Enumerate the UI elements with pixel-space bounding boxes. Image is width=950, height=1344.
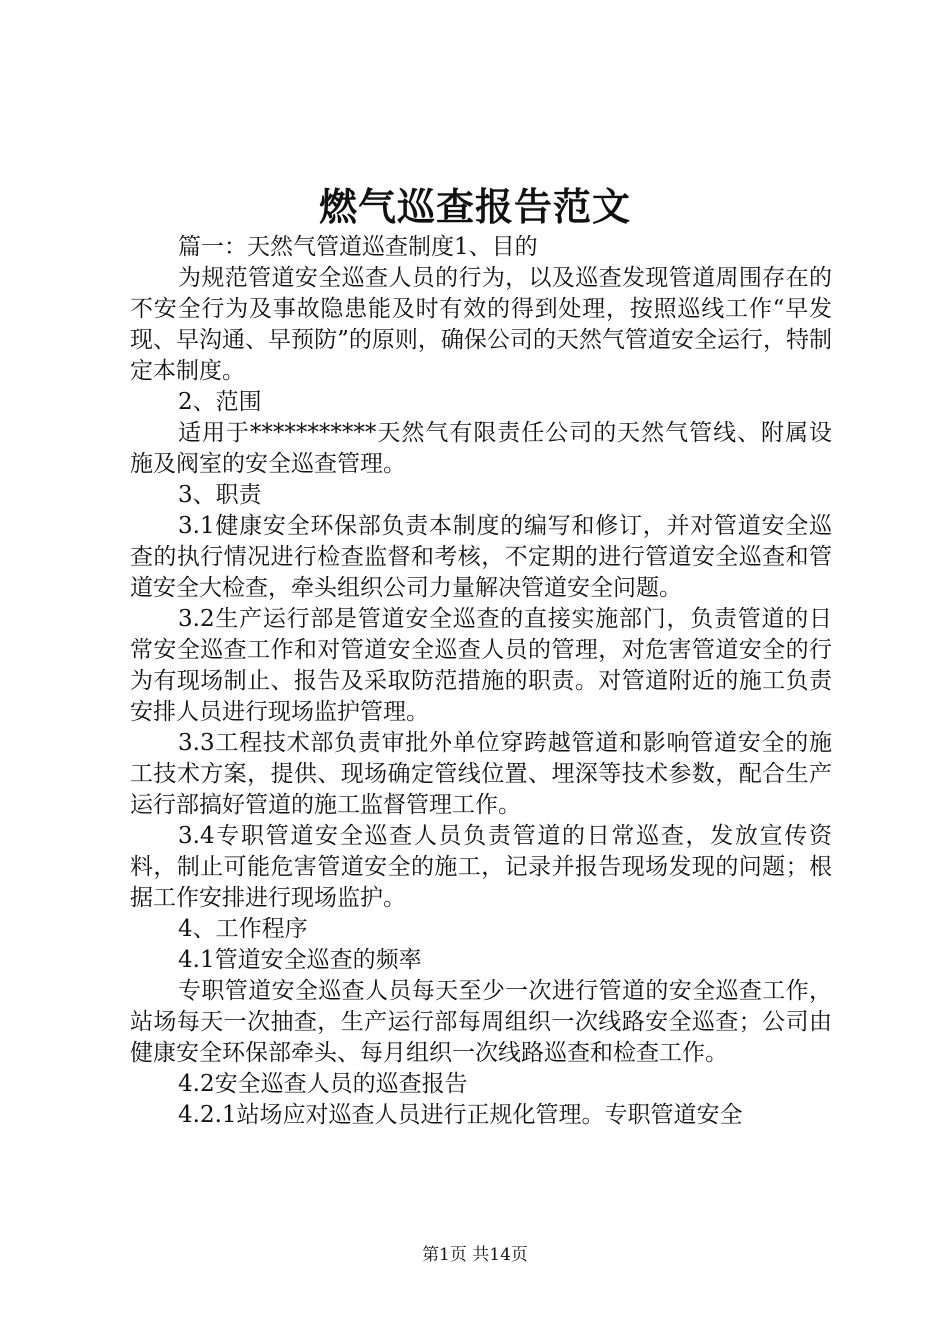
paragraph-report-4-2-1: 4.2.1站场应对巡查人员进行正规化管理。专职管道安全 <box>178 1102 743 1128</box>
paragraph-duty-3-2: 3.2生产运行部是管道安全巡查的直接实施部门，负责管道的日常安全巡查工作和对管道安全巡查人员的管理，对危害管道安全的行为有现场制止、报告及采取防范措施的职责。对管道附近的施工负责安排人员进行现场监护管理。 <box>130 606 832 725</box>
page-number: 第1页 共14页 <box>422 1245 528 1265</box>
document-body <box>130 232 832 1131</box>
paragraph-duties-heading: 3、职责 <box>178 482 262 508</box>
paragraph-duty-3-4: 3.4专职管道安全巡查人员负责管道的日常巡查，发放宣传资料，制止可能危害管道安全的施工，记录并报告现场发现的问题；根据工作安排进行现场监护。 <box>130 823 832 911</box>
paragraph-report-heading: 4.2安全巡查人员的巡查报告 <box>178 1071 468 1097</box>
paragraph-duty-3-3: 3.3工程技术部负责审批外单位穿跨越管道和影响管道安全的施工技术方案，提供、现场确定管线位置、埋深等技术参数，配合生产运行部搞好管道的施工监督管理工作。 <box>130 730 832 818</box>
paragraph-duty-3-1: 3.1健康安全环保部负责本制度的编写和修订，并对管道安全巡查的执行情况进行检查监督和考核，不定期的进行管道安全巡查和管道安全大检查，牵头组织公司力量解决管道安全问题。 <box>130 513 832 601</box>
paragraph-scope-heading: 2、范围 <box>178 389 262 415</box>
paragraph-purpose: 为规范管道安全巡查人员的行为，以及巡查发现管道周围存在的不安全行为及事故隐患能及时有效的得到处理，按照巡线工作“早发现、早沟通、早预防”的原则，确保公司的天然气管道安全运行，特制定本制度。 <box>130 265 832 384</box>
document-title: 燃气巡查报告范文 <box>318 184 631 229</box>
paragraph-scope: 适用于***********天然气有限责任公司的天然气管线、附属设施及阀室的安全巡查管理。 <box>130 420 832 477</box>
paragraph-section-1-heading: 篇一：天然气管道巡查制度1、目的 <box>178 234 538 260</box>
paragraph-frequency: 专职管道安全巡查人员每天至少一次进行管道的安全巡查工作，站场每天一次抽查，生产运行部每周组织一次线路安全巡查；公司由健康安全环保部牵头、每月组织一次线路巡查和检查工作。 <box>130 978 832 1066</box>
paragraph-procedure-heading: 4、工作程序 <box>178 916 308 942</box>
paragraph-frequency-heading: 4.1管道安全巡查的频率 <box>178 947 422 973</box>
